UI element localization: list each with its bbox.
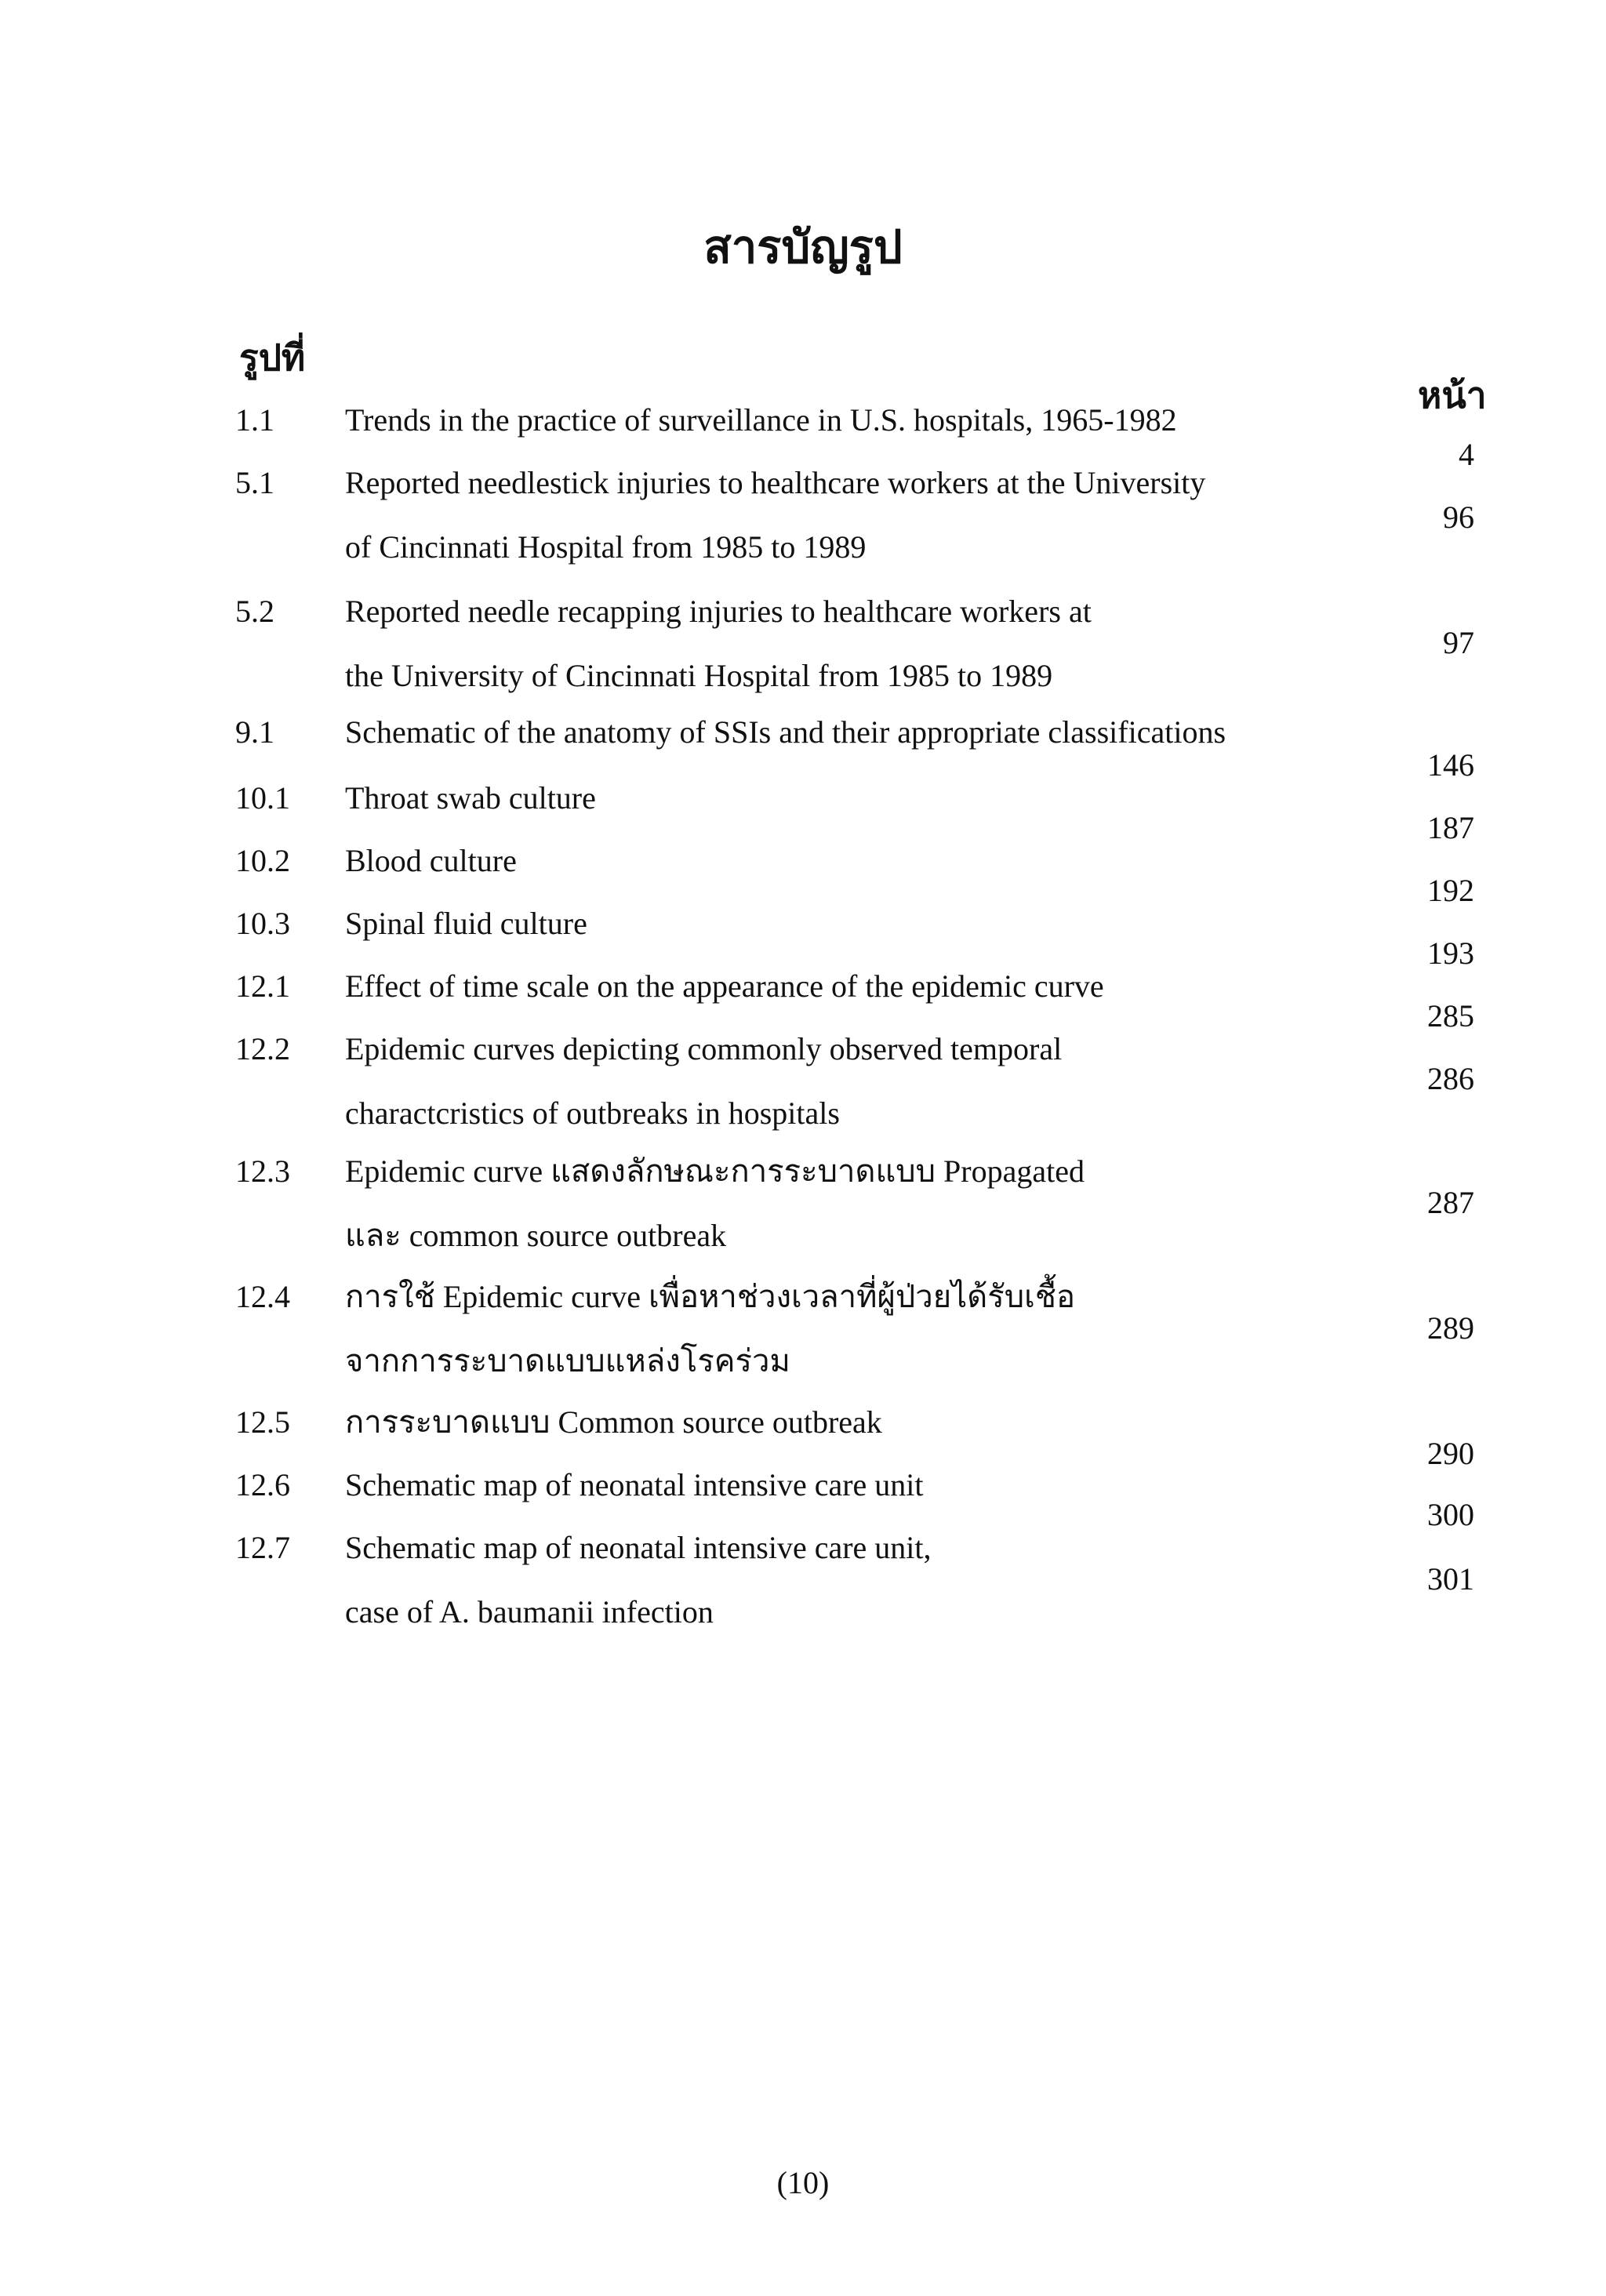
figure-caption-line: Epidemic curves depicting commonly observed temporal [345,1031,1063,1066]
figure-number: 9.1 [235,714,274,750]
figure-caption-line: Schematic of the anatomy of SSIs and their appropriate classifications [345,714,1226,750]
figure-number: 12.5 [235,1404,290,1440]
figure-caption-line: Reported needle recapping injuries to healthcare workers at [345,594,1092,629]
figure-caption-line: Reported needlestick injuries to healthcare workers at the University [345,465,1206,500]
figure-page-number: 301 [1427,1561,1474,1597]
figure-number: 10.1 [235,780,290,816]
figure-caption-line: Trends in the practice of surveillance in U.S. hospitals, 1965-1982 [345,402,1177,438]
figure-caption-line: case of A. baumanii infection [345,1594,714,1629]
figure-caption-line: Schematic map of neonatal intensive care unit [345,1467,924,1502]
figure-caption-line: และ common source outbreak [345,1218,727,1253]
figure-page-number: 4 [1459,437,1474,472]
page-number-footer: (10) [776,2165,830,2200]
figure-number: 5.1 [235,465,274,500]
figure-number: 12.4 [235,1279,290,1314]
figure-caption-line: จากการระบาดแบบแหล่งโรคร่วม [345,1343,790,1379]
figure-caption-line: การระบาดแบบ Common source outbreak [345,1404,882,1440]
figure-page-number: 300 [1427,1497,1474,1532]
page-title: สารบัญรูป [703,222,903,273]
figure-caption-line: Epidemic curve แสดงลักษณะการระบาดแบบ Propagated [345,1153,1085,1189]
figure-caption-line: of Cincinnati Hospital from 1985 to 1989 [345,529,867,565]
figure-page-number: 286 [1427,1061,1474,1096]
figure-number: 10.2 [235,843,290,878]
figure-column-heading: รูปที่ [239,338,306,378]
figure-caption-line: Schematic map of neonatal intensive care unit, [345,1530,932,1565]
figure-caption-line: การใช้ Epidemic curve เพื่อหาช่วงเวลาที่ผู้ป่วยได้รับเชื้อ [345,1279,1075,1314]
figure-page-number: 96 [1443,500,1474,535]
figure-page-number: 192 [1427,873,1474,908]
figure-number: 12.2 [235,1031,290,1066]
figure-number: 12.6 [235,1467,290,1502]
figure-number: 12.1 [235,968,290,1004]
figure-page-number: 97 [1443,625,1474,660]
page-column-heading: หน้า [1418,376,1487,416]
figure-page-number: 289 [1427,1310,1474,1346]
figure-number: 10.3 [235,906,290,941]
figure-page-number: 287 [1427,1185,1474,1220]
figure-number: 1.1 [235,402,274,438]
figure-caption-line: Spinal fluid culture [345,906,587,941]
figure-page-number: 290 [1427,1436,1474,1471]
figure-caption-line: charactcristics of outbreaks in hospitals [345,1095,840,1131]
figure-number: 12.7 [235,1530,290,1565]
figure-caption-line: Effect of time scale on the appearance of the epidemic curve [345,968,1104,1004]
figure-page-number: 146 [1427,747,1474,783]
figure-caption-line: the University of Cincinnati Hospital from 1985 to 1989 [345,658,1053,693]
figure-number: 5.2 [235,594,274,629]
figure-caption-line: Blood culture [345,843,517,878]
figure-page-number: 187 [1427,810,1474,845]
figure-number: 12.3 [235,1153,290,1189]
figure-caption-line: Throat swab culture [345,780,596,816]
figure-page-number: 193 [1427,935,1474,971]
figure-page-number: 285 [1427,998,1474,1034]
